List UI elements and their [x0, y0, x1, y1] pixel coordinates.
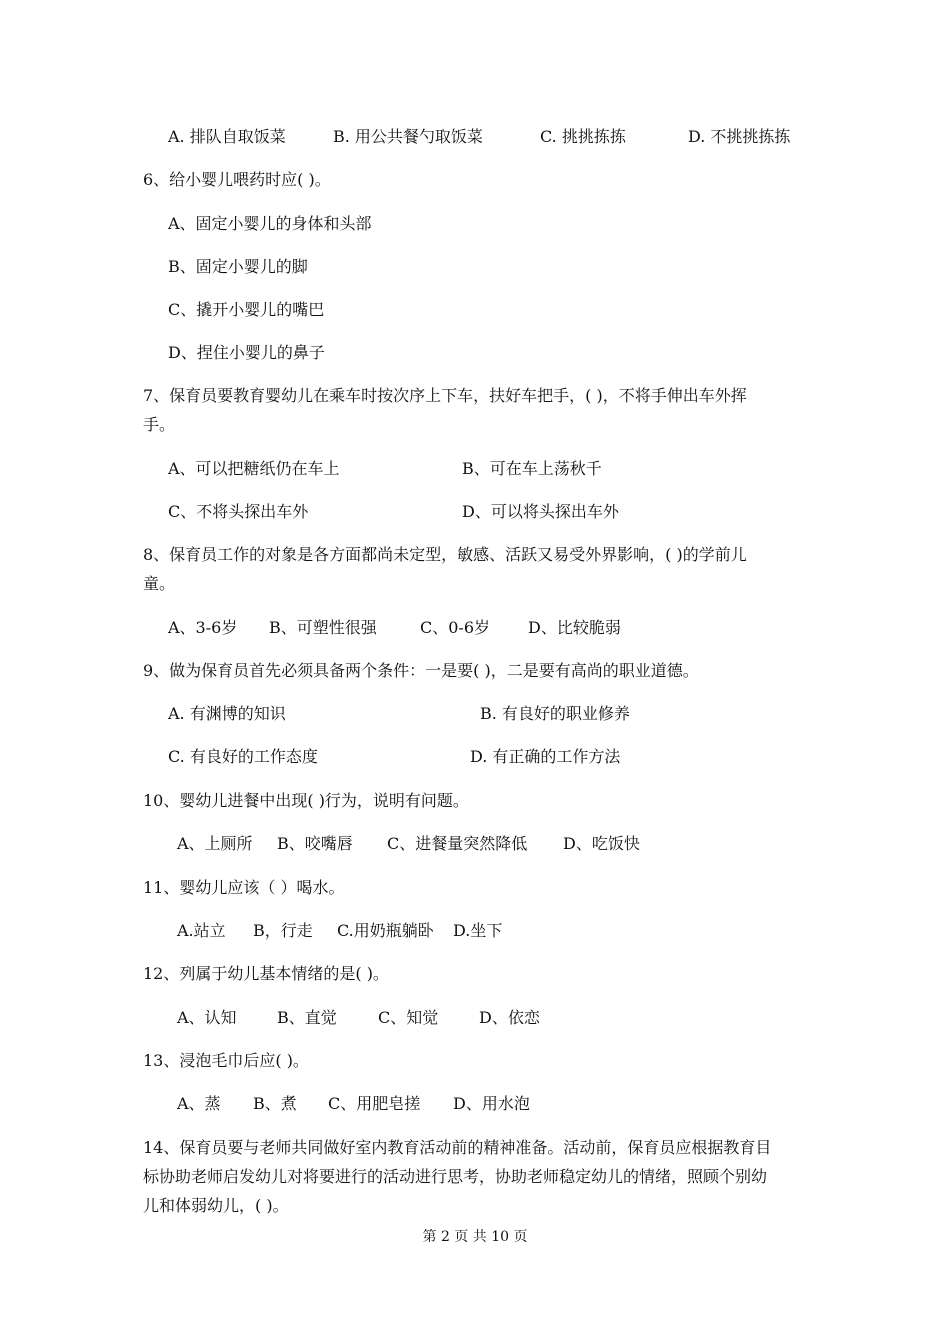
q7-stem-line2: 手。: [143, 415, 176, 434]
q6-option-a: A、固定小婴儿的身体和头部: [168, 214, 372, 233]
q11-option-d: D.坐下: [453, 921, 503, 940]
q10-stem: 10、婴幼儿进餐中出现( )行为，说明有问题。: [143, 791, 469, 810]
q12-stem: 12、列属于幼儿基本情绪的是( )。: [143, 964, 389, 983]
q12-option-b: B、直觉: [277, 1008, 337, 1027]
q7-option-b: B、可在车上荡秋千: [462, 459, 602, 478]
q6-option-c: C、撬开小婴儿的嘴巴: [168, 300, 325, 319]
q6-stem: 6、给小婴儿喂药时应( )。: [143, 170, 331, 189]
q8-stem-line1: 8、保育员工作的对象是各方面都尚未定型，敏感、活跃又易受外界影响，( )的学前儿: [143, 545, 747, 564]
q6-option-b: B、固定小婴儿的脚: [168, 257, 308, 276]
q9-option-d: D. 有正确的工作方法: [470, 747, 621, 766]
q10-option-d: D、吃饭快: [563, 834, 640, 853]
q7-option-a: A、可以把糖纸仍在车上: [168, 459, 340, 478]
q8-option-a: A、3-6岁: [168, 618, 238, 637]
q7-option-d: D、可以将头探出车外: [462, 502, 619, 521]
q11-stem: 11、婴幼儿应该（ ）喝水。: [143, 878, 345, 897]
q7-option-c: C、不将头探出车外: [168, 502, 309, 521]
q11-option-c: C.用奶瓶躺卧: [337, 921, 434, 940]
q12-option-a: A、认知: [177, 1008, 237, 1027]
q14-stem-line2: 标协助老师启发幼儿对将要进行的活动进行思考，协助老师稳定幼儿的情绪，照顾个别幼: [143, 1167, 768, 1186]
q8-stem-line2: 童。: [143, 574, 176, 593]
q12-option-d: D、依恋: [479, 1008, 540, 1027]
q10-option-c: C、进餐量突然降低: [387, 834, 528, 853]
q5-option-b: B. 用公共餐勺取饭菜: [333, 127, 483, 146]
q14-stem-line3: 儿和体弱幼儿，( )。: [143, 1196, 289, 1215]
q13-option-a: A、蒸: [177, 1094, 221, 1113]
q12-option-c: C、知觉: [378, 1008, 439, 1027]
q5-option-c: C. 挑挑拣拣: [540, 127, 626, 146]
q8-option-b: B、可塑性很强: [269, 618, 377, 637]
q14-stem-line1: 14、保育员要与老师共同做好室内教育活动前的精神准备。活动前，保育员应根据教育目: [143, 1138, 772, 1157]
q9-stem: 9、做为保育员首先必须具备两个条件：一是要( )，二是要有高尚的职业道德。: [143, 661, 699, 680]
q11-option-b: B，行走: [253, 921, 313, 940]
q8-option-d: D、比较脆弱: [528, 618, 621, 637]
q13-option-c: C、用肥皂搓: [328, 1094, 421, 1113]
q5-option-d: D. 不挑挑拣拣: [688, 127, 791, 146]
q8-option-c: C、0-6岁: [420, 618, 491, 637]
q13-option-d: D、用水泡: [453, 1094, 530, 1113]
q10-option-a: A、上厕所: [177, 834, 253, 853]
q9-option-c: C. 有良好的工作态度: [168, 747, 318, 766]
page-footer: 第 2 页 共 10 页: [422, 1229, 528, 1245]
q5-option-a: A. 排队自取饭菜: [168, 127, 286, 146]
q7-stem-line1: 7、保育员要教育婴幼儿在乘车时按次序上下车，扶好车把手，( )，不将手伸出车外挥: [143, 386, 747, 405]
q11-option-a: A.站立: [177, 921, 226, 940]
q13-option-b: B、煮: [253, 1094, 297, 1113]
q9-option-a: A. 有渊博的知识: [168, 704, 286, 723]
q6-option-d: D、捏住小婴儿的鼻子: [168, 343, 325, 362]
q13-stem: 13、浸泡毛巾后应( )。: [143, 1051, 309, 1070]
q10-option-b: B、咬嘴唇: [277, 834, 353, 853]
q9-option-b: B. 有良好的职业修养: [480, 704, 630, 723]
